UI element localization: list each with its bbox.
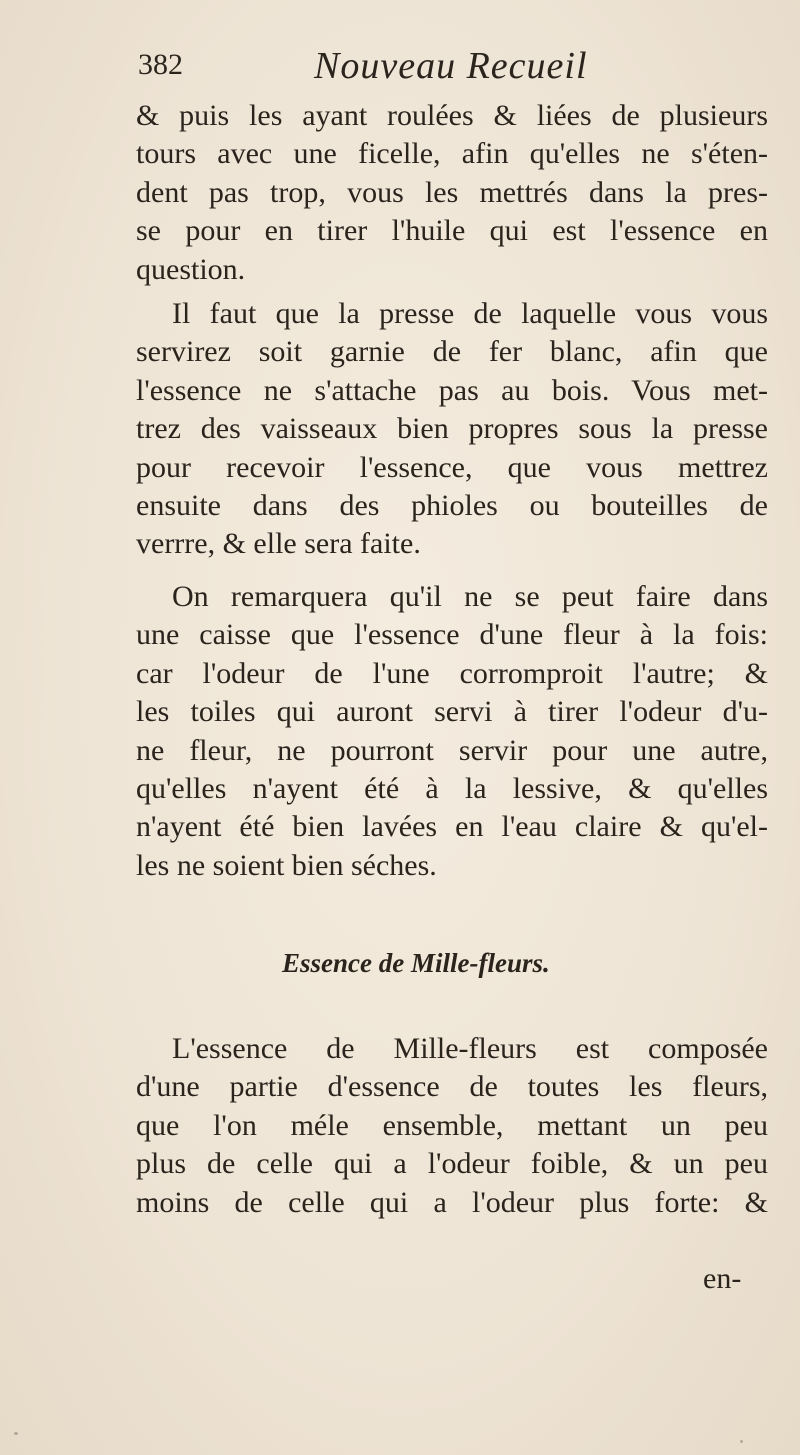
text-line: servirez soit garnie de fer blanc, afin que — [136, 335, 768, 369]
text-line: On remarquera qu'il ne se peut faire dans — [172, 580, 768, 613]
text-line: plus de celle qui a l'odeur foible, & un peu — [136, 1147, 768, 1181]
text-line: moins de celle qui a l'odeur plus forte: & — [136, 1185, 768, 1219]
paragraph-3 — [136, 578, 768, 885]
section-heading: Essence de Mille-fleurs. — [282, 948, 550, 978]
text-line: Il faut que la presse de laquelle vous vous — [172, 297, 768, 330]
paragraph-1 — [136, 97, 768, 289]
paper-spot — [740, 1440, 743, 1443]
text-line: se pour en tirer l'huile qui est l'essence en — [136, 214, 768, 248]
text-line: tours avec une ficelle, afin qu'elles ne s'éten- — [136, 137, 768, 171]
text-line: dent pas trop, vous les mettrés dans la pres- — [136, 175, 768, 209]
catchword: en- — [703, 1262, 742, 1295]
text-line: car l'odeur de l'une corromproit l'autre; & — [136, 656, 768, 690]
text-line: les toiles qui auront servi à tirer l'odeur d'u- — [136, 695, 768, 729]
text-line: que l'on méle ensemble, mettant un peu — [136, 1108, 768, 1142]
running-title: Nouveau Recueil — [314, 45, 588, 87]
paper-spot — [14, 1432, 18, 1435]
paragraph-2 — [136, 295, 768, 564]
text-line: ensuite dans des phioles ou bouteilles de — [136, 488, 768, 522]
text-line: l'essence ne s'attache pas au bois. Vous met- — [136, 373, 768, 407]
text-line: d'une partie d'essence de toutes les fleurs, — [136, 1070, 768, 1104]
page-header — [138, 44, 778, 96]
text-line: question. — [136, 252, 246, 286]
text-line: L'essence de Mille-fleurs est composée — [172, 1032, 768, 1065]
text-line: pour recevoir l'essence, que vous mettrez — [136, 450, 768, 484]
text-line: une caisse que l'essence d'une fleur à la fois: — [136, 618, 768, 652]
text-line: qu'elles n'ayent été à la lessive, & qu'elles — [136, 771, 768, 805]
page-number: 382 — [138, 48, 183, 81]
text-line: trez des vaisseaux bien propres sous la presse — [136, 412, 768, 446]
text-line: n'ayent été bien lavées en l'eau claire & qu'el- — [136, 810, 768, 844]
text-line: verrre, & elle sera faite. — [136, 527, 421, 561]
text-line: & puis les ayant roulées & liées de plusieurs — [136, 99, 768, 132]
text-line: les ne soient bien séches. — [136, 848, 437, 882]
paragraph-4 — [136, 1030, 768, 1222]
text-line: ne fleur, ne pourront servir pour une autre, — [136, 733, 768, 767]
